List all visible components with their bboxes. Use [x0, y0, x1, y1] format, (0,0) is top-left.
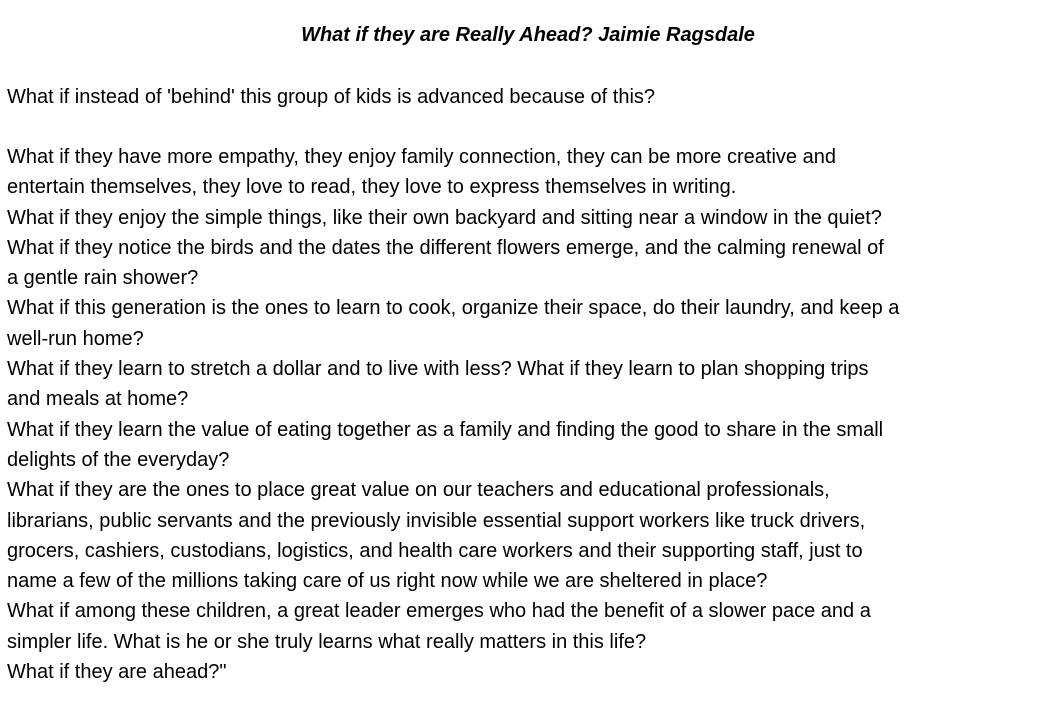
document-title: What if they are Really Ahead? Jaimie Ragsdale	[301, 24, 755, 46]
text-line: delights of the everyday?	[7, 448, 230, 471]
text-line: What if among these children, a great leader emerges who had the benefit of a slower pace and a	[7, 600, 871, 623]
text-line: What if they notice the birds and the dates the different flowers emerge, and the calming renewal of	[7, 236, 884, 259]
text-line: grocers, cashiers, custodians, logistics, and health care workers and their supporting staff, just to	[7, 539, 863, 562]
text-line: entertain themselves, they love to read, they love to express themselves in writing.	[7, 176, 737, 199]
text-line: What if they enjoy the simple things, like their own backyard and sitting near a window in the quiet?	[7, 206, 882, 229]
text-line: What if they learn the value of eating together as a family and finding the good to share in the small	[7, 418, 884, 441]
text-line: What if they have more empathy, they enjoy family connection, they can be more creative and	[7, 146, 836, 168]
intro-paragraph: What if instead of 'behind' this group of kids is advanced because of this?	[7, 86, 656, 108]
text-line: What if they are ahead?"	[7, 661, 227, 684]
text-line: librarians, public servants and the previously invisible essential support workers like truck drivers,	[7, 509, 866, 532]
text-line: simpler life. What is he or she truly learns what really matters in this life?	[7, 630, 647, 653]
text-line: a gentle rain shower?	[7, 267, 199, 290]
body-text	[7, 142, 1052, 687]
text-line: and meals at home?	[7, 388, 189, 411]
text-line: What if they learn to stretch a dollar and to live with less? What if they learn to plan shopping trips	[7, 358, 869, 381]
text-line: well-run home?	[7, 327, 144, 350]
text-line: What if this generation is the ones to learn to cook, organize their space, do their laundry, and keep a	[7, 297, 900, 320]
text-line: What if they are the ones to place great value on our teachers and educational professionals,	[7, 479, 830, 502]
text-line: name a few of the millions taking care of us right now while we are sheltered in place?	[7, 570, 768, 593]
